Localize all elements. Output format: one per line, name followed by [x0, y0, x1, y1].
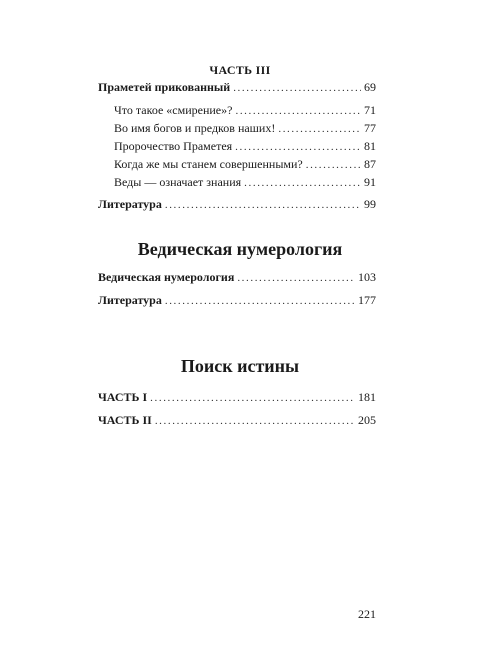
toc-entry-page: 177 — [358, 293, 376, 307]
toc-entry-page: 87 — [364, 157, 376, 171]
dot-leader — [150, 392, 355, 404]
toc-entry-page: 91 — [364, 175, 376, 189]
toc-entry-title: Когда же мы станем совершенными? — [114, 157, 303, 171]
toc-entry-title: ЧАСТЬ II — [98, 413, 152, 427]
dot-leader — [278, 123, 361, 135]
toc-entry-title: Веды — означает знания — [114, 175, 242, 189]
dot-leader — [237, 272, 355, 284]
toc-entry-title: Литература — [98, 293, 162, 307]
toc-entry — [98, 270, 376, 285]
page-number: 221 — [358, 607, 376, 621]
dot-leader — [235, 141, 361, 153]
toc-entry — [114, 121, 376, 136]
dot-leader — [235, 105, 361, 117]
toc-entry-page: 69 — [364, 80, 376, 94]
dot-leader — [165, 199, 361, 211]
section-title: Поиск истины — [180, 356, 300, 376]
toc-entry — [114, 103, 376, 118]
section-title: Ведическая нумерология — [137, 239, 343, 259]
toc-entry-page: 81 — [364, 139, 376, 153]
toc-entry — [98, 197, 376, 212]
toc-entry-title: Во имя богов и предков наших! — [114, 121, 276, 135]
toc-entry-page: 77 — [364, 121, 376, 135]
toc-entry-page: 181 — [358, 390, 376, 404]
toc-entry-page: 205 — [358, 413, 376, 427]
part-heading: ЧАСТЬ III — [209, 63, 271, 77]
toc-entry-title: ЧАСТЬ I — [98, 390, 148, 404]
toc-entry — [114, 175, 376, 190]
dot-leader — [165, 295, 355, 307]
toc-entry-title: Ведическая нумерология — [98, 270, 235, 284]
dot-leader — [233, 82, 361, 94]
toc-entry — [98, 293, 376, 308]
toc-entry-title: Литература — [98, 197, 162, 211]
toc-entry — [98, 80, 376, 95]
toc-entry-title: Праметей прикованный — [98, 80, 231, 94]
toc-entry-page: 71 — [364, 103, 376, 117]
dot-leader — [244, 177, 361, 189]
toc-entry-page: 99 — [364, 197, 376, 211]
toc-entry-title: Что такое «смирение»? — [114, 103, 233, 117]
toc-entry — [114, 139, 376, 154]
dot-leader — [306, 159, 361, 171]
toc-entry — [114, 157, 376, 172]
dot-leader — [155, 415, 355, 427]
toc-entry — [98, 390, 376, 405]
toc-entry-page: 103 — [358, 270, 376, 284]
toc-entry-title: Пророчество Праметея — [114, 139, 233, 153]
toc-entry — [98, 413, 376, 428]
